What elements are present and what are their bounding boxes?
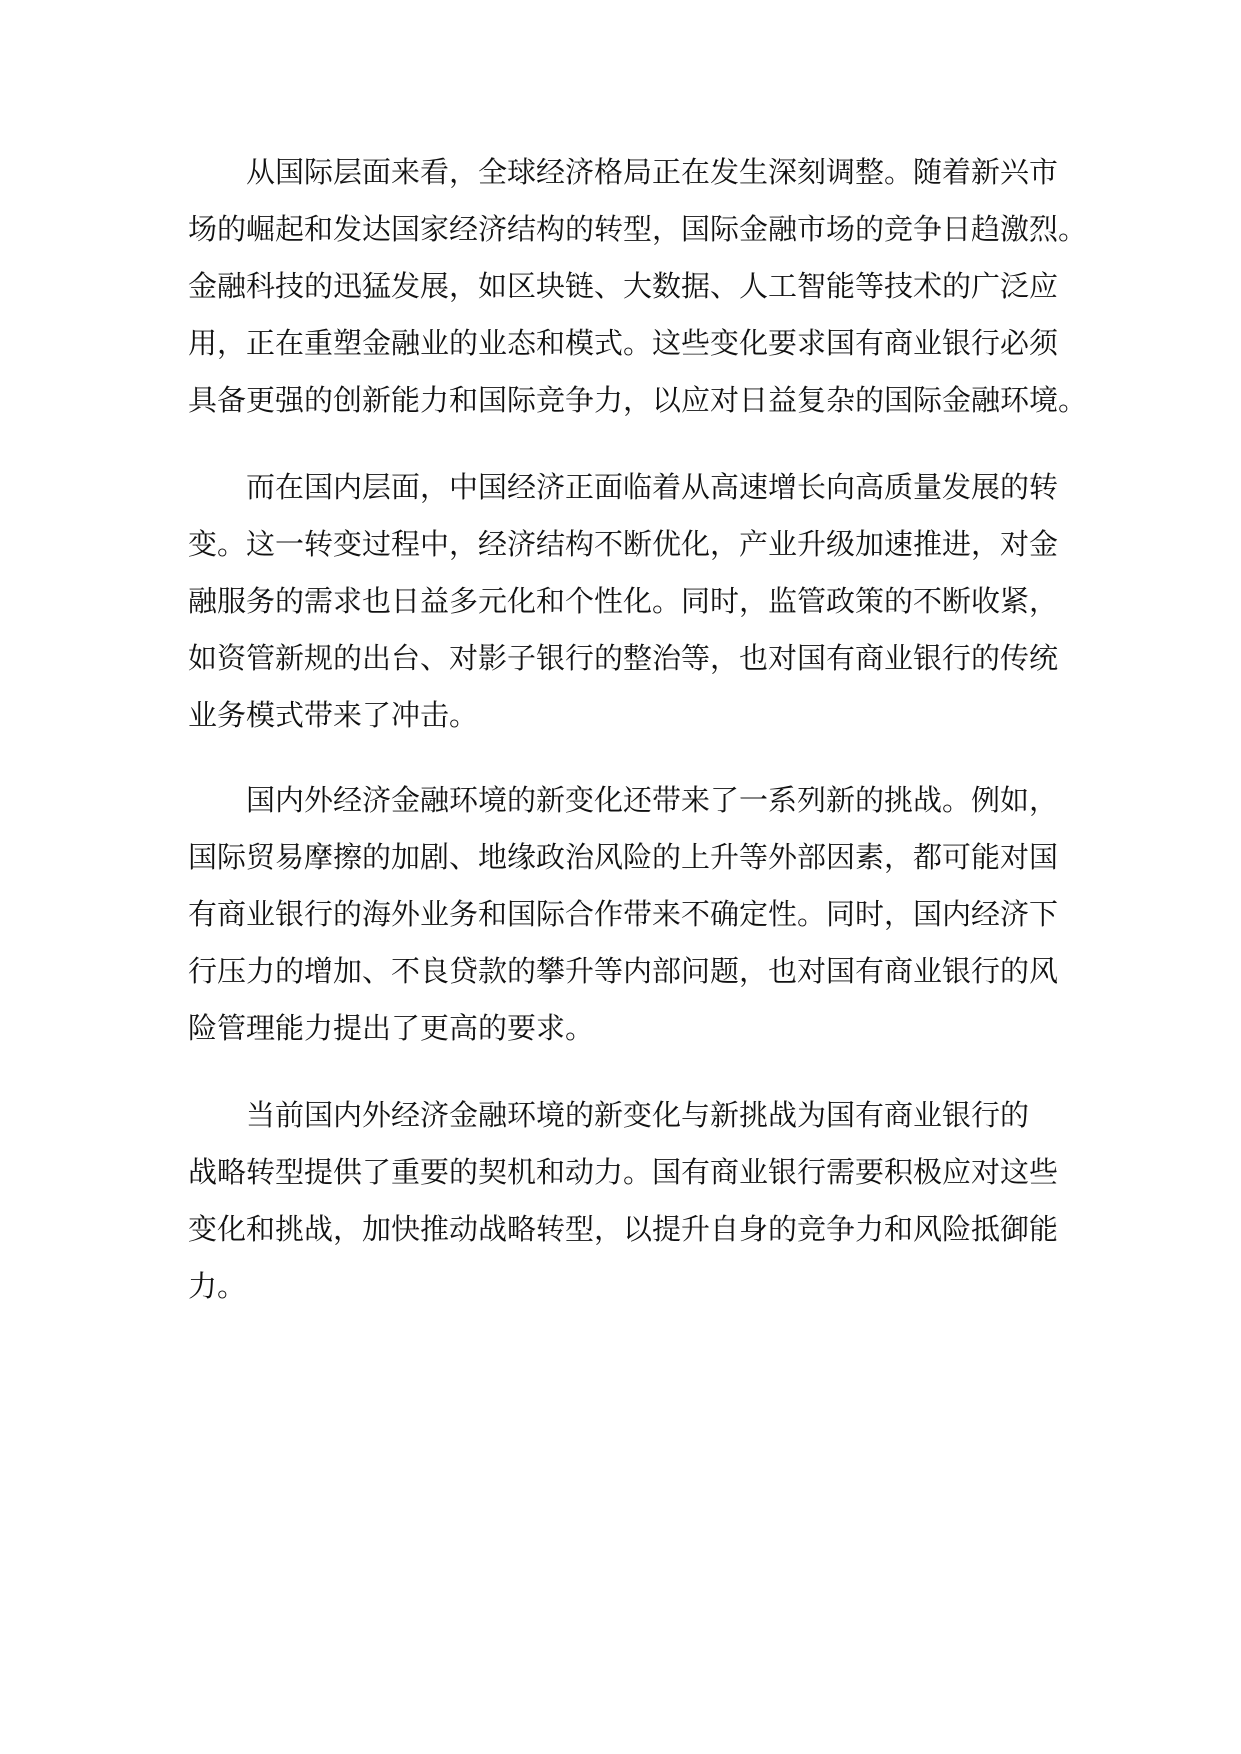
paragraph-line: 具备更强的创新能力和国际竞争力，以应对日益复杂的国际金融环境。	[188, 383, 1088, 417]
document-body	[188, 144, 1088, 1345]
paragraph-line: 而在国内层面，中国经济正面临着从高速增长向高质量发展的转	[246, 470, 1059, 504]
paragraph-line: 融服务的需求也日益多元化和个性化。同时，监管政策的不断收紧，	[188, 584, 1059, 618]
paragraph-line: 战略转型提供了重要的契机和动力。国有商业银行需要积极应对这些	[188, 1155, 1059, 1189]
paragraph-line: 从国际层面来看，全球经济格局正在发生深刻调整。随着新兴市	[246, 155, 1059, 189]
paragraph-line: 国内外经济金融环境的新变化还带来了一系列新的挑战。例如，	[246, 783, 1059, 817]
paragraph-2	[188, 459, 1059, 744]
paragraph-line: 场的崛起和发达国家经济结构的转型，国际金融市场的竞争日趋激烈。	[188, 212, 1088, 246]
paragraph-line: 用，正在重塑金融业的业态和模式。这些变化要求国有商业银行必须	[188, 326, 1059, 360]
paragraph-line: 险管理能力提出了更高的要求。	[188, 1011, 595, 1045]
paragraph-line: 变。这一转变过程中，经济结构不断优化，产业升级加速推进，对金	[188, 527, 1059, 561]
paragraph-line: 金融科技的迅猛发展，如区块链、大数据、人工智能等技术的广泛应	[188, 269, 1059, 303]
paragraph-line: 力。	[188, 1269, 247, 1303]
paragraph-1	[188, 144, 1088, 429]
paragraph-line: 变化和挑战，加快推动战略转型，以提升自身的竞争力和风险抵御能	[188, 1212, 1059, 1246]
paragraph-line: 如资管新规的出台、对影子银行的整治等，也对国有商业银行的传统	[188, 641, 1059, 675]
paragraph-line: 国际贸易摩擦的加剧、地缘政治风险的上升等外部因素，都可能对国	[188, 840, 1059, 874]
paragraph-line: 当前国内外经济金融环境的新变化与新挑战为国有商业银行的	[246, 1098, 1030, 1132]
paragraph-3	[188, 772, 1059, 1057]
paragraph-4	[188, 1087, 1059, 1315]
paragraph-line: 行压力的增加、不良贷款的攀升等内部问题，也对国有商业银行的风	[188, 954, 1059, 988]
paragraph-line: 业务模式带来了冲击。	[188, 698, 479, 732]
paragraph-line: 有商业银行的海外业务和国际合作带来不确定性。同时，国内经济下	[188, 897, 1059, 931]
